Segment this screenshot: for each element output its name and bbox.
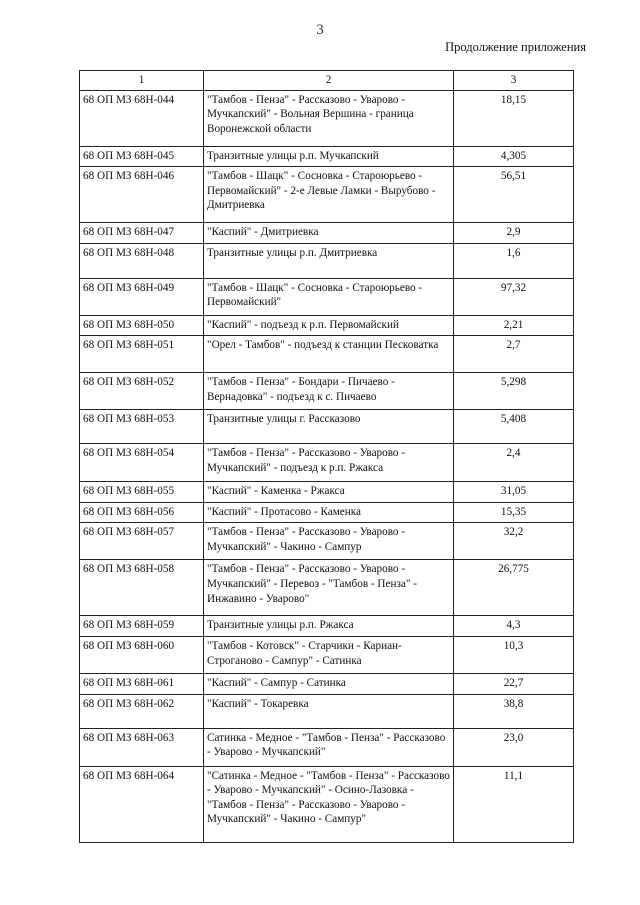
- road-name-cell: "Орел - Тамбов" - подъезд к станции Песковатка: [204, 336, 454, 373]
- road-name-cell: "Каспий" - Дмитриевка: [204, 223, 454, 244]
- road-name-cell: "Тамбов - Пенза" - Рассказово - Уварово - Мучкапский" - Перевоз - "Тамбов - Пенза" - Инжавино - Уварово": [204, 560, 454, 616]
- road-length-cell: 2,21: [454, 315, 574, 336]
- road-code-cell: 68 ОП МЗ 68Н-064: [80, 766, 204, 842]
- road-name-cell: "Тамбов - Шацк" - Сосновка - Староюрьево - Первомайский": [204, 278, 454, 315]
- road-name-cell: "Тамбов - Пенза" - Рассказово - Уварово - Мучкапский" - подъезд к р.п. Ржакса: [204, 444, 454, 482]
- road-length-cell: 5,408: [454, 410, 574, 444]
- road-code-cell: 68 ОП МЗ 68Н-056: [80, 502, 204, 523]
- road-name-cell: "Каспий" - подъезд к р.п. Первомайский: [204, 315, 454, 336]
- road-length-cell: 23,0: [454, 728, 574, 766]
- road-name-cell: "Каспий" - Протасово - Каменка: [204, 502, 454, 523]
- road-length-cell: 10,3: [454, 636, 574, 673]
- road-code-cell: 68 ОП МЗ 68Н-045: [80, 146, 204, 167]
- road-code-cell: 68 ОП МЗ 68Н-062: [80, 694, 204, 728]
- road-code-cell: 68 ОП МЗ 68Н-063: [80, 728, 204, 766]
- road-code-cell: 68 ОП МЗ 68Н-051: [80, 336, 204, 373]
- road-name-cell: "Тамбов - Пенза" - Рассказово - Уварово - Мучкапский" - Чакино - Сампур: [204, 523, 454, 560]
- table-row: [80, 90, 574, 146]
- table-row: [80, 223, 574, 244]
- road-name-cell: "Сатинка - Медное - "Тамбов - Пенза" - Рассказово - Уварово - Мучкапский" - Осино-Лазовка - "Тамбов - Пенза" - Рассказово - Уварово - Мучкапский" - Чакино - Сампур": [204, 766, 454, 842]
- road-name-cell: "Каспий" - Токаревка: [204, 694, 454, 728]
- road-code-cell: 68 ОП МЗ 68Н-048: [80, 243, 204, 278]
- column-header-2: 2: [204, 71, 454, 91]
- table-row: [80, 523, 574, 560]
- road-length-cell: 38,8: [454, 694, 574, 728]
- road-name-cell: Сатинка - Медное - "Тамбов - Пенза" - Рассказово - Уварово - Мучкапский": [204, 728, 454, 766]
- table-row: [80, 560, 574, 616]
- road-code-cell: 68 ОП МЗ 68Н-059: [80, 616, 204, 637]
- table-row: [80, 410, 574, 444]
- road-code-cell: 68 ОП МЗ 68Н-049: [80, 278, 204, 315]
- road-length-cell: 4,305: [454, 146, 574, 167]
- roads-table: [79, 70, 574, 843]
- road-code-cell: 68 ОП МЗ 68Н-046: [80, 167, 204, 223]
- table-row: [80, 444, 574, 482]
- table-row: [80, 694, 574, 728]
- road-length-cell: 11,1: [454, 766, 574, 842]
- table-row: [80, 636, 574, 673]
- road-length-cell: 15,35: [454, 502, 574, 523]
- road-name-cell: Транзитные улицы р.п. Мучкапский: [204, 146, 454, 167]
- column-header-3: 3: [454, 71, 574, 91]
- road-name-cell: "Тамбов - Шацк" - Сосновка - Староюрьево - Первомайский" - 2-е Левые Ламки - Вырубово - Дмитриевка: [204, 167, 454, 223]
- header-row: [80, 71, 574, 91]
- page-number: 3: [316, 22, 324, 38]
- road-length-cell: 56,51: [454, 167, 574, 223]
- road-length-cell: 1,6: [454, 243, 574, 278]
- table-row: [80, 673, 574, 694]
- road-code-cell: 68 ОП МЗ 68Н-050: [80, 315, 204, 336]
- road-code-cell: 68 ОП МЗ 68Н-058: [80, 560, 204, 616]
- road-code-cell: 68 ОП МЗ 68Н-054: [80, 444, 204, 482]
- road-length-cell: 2,9: [454, 223, 574, 244]
- table-row: [80, 243, 574, 278]
- road-code-cell: 68 ОП МЗ 68Н-053: [80, 410, 204, 444]
- table-row: [80, 315, 574, 336]
- road-code-cell: 68 ОП МЗ 68Н-052: [80, 373, 204, 410]
- road-code-cell: 68 ОП МЗ 68Н-060: [80, 636, 204, 673]
- table-row: [80, 616, 574, 637]
- road-code-cell: 68 ОП МЗ 68Н-057: [80, 523, 204, 560]
- road-length-cell: 2,7: [454, 336, 574, 373]
- road-name-cell: "Тамбов - Пенза" - Бондари - Пичаево - Вернадовка" - подъезд к с. Пичаево: [204, 373, 454, 410]
- table-row: [80, 278, 574, 315]
- table-row: [80, 373, 574, 410]
- table-row: [80, 766, 574, 842]
- table-row: [80, 336, 574, 373]
- road-name-cell: "Каспий" - Каменка - Ржакса: [204, 482, 454, 503]
- table-row: [80, 502, 574, 523]
- road-length-cell: 32,2: [454, 523, 574, 560]
- table-row: [80, 146, 574, 167]
- road-length-cell: 2,4: [454, 444, 574, 482]
- table-row: [80, 728, 574, 766]
- road-length-cell: 5,298: [454, 373, 574, 410]
- road-name-cell: Транзитные улицы г. Рассказово: [204, 410, 454, 444]
- road-name-cell: Транзитные улицы р.п. Дмитриевка: [204, 243, 454, 278]
- road-name-cell: "Тамбов - Котовск" - Старчики - Кариан-Строганово - Сампур" - Сатинка: [204, 636, 454, 673]
- road-length-cell: 18,15: [454, 90, 574, 146]
- road-name-cell: "Тамбов - Пенза" - Рассказово - Уварово - Мучкапский" - Вольная Вершина - граница Воронежской области: [204, 90, 454, 146]
- road-name-cell: Транзитные улицы р.п. Ржакса: [204, 616, 454, 637]
- road-code-cell: 68 ОП МЗ 68Н-061: [80, 673, 204, 694]
- column-header-1: 1: [80, 71, 204, 91]
- road-length-cell: 97,32: [454, 278, 574, 315]
- road-length-cell: 31,05: [454, 482, 574, 503]
- road-code-cell: 68 ОП МЗ 68Н-055: [80, 482, 204, 503]
- road-name-cell: "Каспий" - Сампур - Сатинка: [204, 673, 454, 694]
- road-length-cell: 26,775: [454, 560, 574, 616]
- table-row: [80, 167, 574, 223]
- table-row: [80, 482, 574, 503]
- road-code-cell: 68 ОП МЗ 68Н-044: [80, 90, 204, 146]
- road-length-cell: 4,3: [454, 616, 574, 637]
- continuation-label: Продолжение приложения: [445, 40, 586, 54]
- road-code-cell: 68 ОП МЗ 68Н-047: [80, 223, 204, 244]
- road-length-cell: 22,7: [454, 673, 574, 694]
